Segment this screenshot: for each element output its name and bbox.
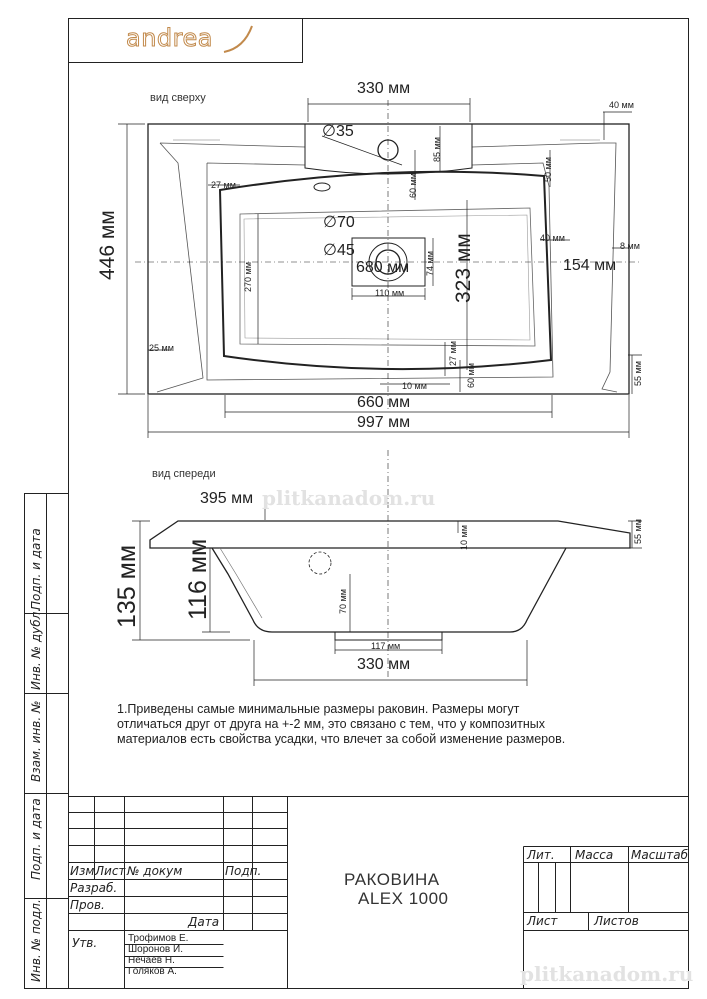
dim-label-d45: ∅45 <box>323 242 355 259</box>
top-view-label: вид сверху <box>150 92 206 104</box>
dim-label-27-left: 27 мм <box>211 180 236 190</box>
dim-label-50: 50 мм <box>543 157 553 182</box>
name-row: Трофимов Е. <box>128 933 189 944</box>
dim-446 <box>118 124 145 394</box>
stamp-inv-dubl: Инв. № дубл. <box>29 607 43 690</box>
dim-label-330-top: 330 мм <box>357 80 411 97</box>
dim-label-660: 660 мм <box>357 394 411 411</box>
drain-stub <box>335 632 442 640</box>
dim-label-116: 116 мм <box>184 538 212 620</box>
tb-lit: Лит. <box>527 848 555 862</box>
tb-razrab: Разраб. <box>70 881 118 895</box>
dim-40-top <box>603 112 632 140</box>
dim-label-323: 323 мм <box>452 233 475 303</box>
dim-label-270: 270 мм <box>243 262 253 292</box>
tb-podp: Подп. <box>225 864 262 878</box>
tb-utv: Утв. <box>72 936 98 950</box>
dim-label-117: 117 мм <box>371 641 401 651</box>
dim-label-10-front: 10 мм <box>459 525 469 550</box>
dim-330-top <box>308 98 470 122</box>
dim-label-60-top: 60 мм <box>408 173 418 198</box>
tb-list: Лист <box>95 864 126 878</box>
tb-sheet: Лист <box>527 914 558 928</box>
note-line: отличаться друг от друга на +-2 мм, это связано с тем, что у композитных <box>117 717 545 731</box>
dim-label-85: 85 мм <box>432 137 442 162</box>
tb-izm: Изм <box>70 864 95 878</box>
tb-title-line1: РАКОВИНА <box>344 870 440 889</box>
watermark-center: plitkanadom.ru <box>262 486 436 510</box>
tb-masshtab: Масштаб <box>631 848 689 862</box>
name-row: Голяков А. <box>128 966 177 977</box>
overflow-dashed <box>309 552 331 574</box>
stamp-vzam-inv: Взам. инв. № <box>29 700 43 782</box>
note-line: материалов есть свойства усадки, что влечет за собой изменение размеров. <box>117 732 566 746</box>
dim-label-680: 680 мм <box>356 259 410 276</box>
dim-label-55-front: 55 мм <box>633 519 643 544</box>
tb-data: Дата <box>188 915 220 929</box>
dim-label-25: 25 мм <box>149 343 174 353</box>
dim-label-d70: ∅70 <box>323 214 355 231</box>
bowl-inner <box>240 208 535 346</box>
logo-swoosh <box>222 22 262 56</box>
dim-label-135: 135 мм <box>113 544 141 628</box>
dim-label-8: 8 мм <box>620 241 640 251</box>
dim-label-74: 74 мм <box>425 251 435 276</box>
dim-label-997: 997 мм <box>357 414 411 431</box>
bowl-inner2 <box>244 215 530 340</box>
note-line: 1.Приведены самые минимальные размеры раковин. Размеры могут <box>117 702 520 716</box>
name-row: Шоронов И. <box>128 944 183 955</box>
dim-label-330-front: 330 мм <box>357 656 411 673</box>
tb-title-line2: ALEX 1000 <box>358 889 449 908</box>
dim-label-27-bottom: 27 мм <box>448 341 458 366</box>
stamp-podp-data-lower: Подп. и дата <box>29 798 43 880</box>
tb-doc: № докум <box>127 864 183 878</box>
dim-label-110: 110 мм <box>375 288 405 298</box>
stamp-podp-data-upper: Подп. и дата <box>29 528 43 610</box>
front-view-label: вид спереди <box>152 468 216 480</box>
dim-label-40-right: 40 мм <box>540 233 565 243</box>
bowl-profile <box>212 548 566 632</box>
overflow-slot <box>314 183 330 191</box>
watermark-corner: plitkanadom.ru <box>520 962 694 986</box>
bowl-inner-profile <box>220 548 262 618</box>
tb-sheets: Листов <box>594 914 639 928</box>
dim-label-70-front: 70 мм <box>338 589 348 614</box>
dim-label-154: 154 мм <box>563 257 617 274</box>
dim-label-446: 446 мм <box>96 210 119 280</box>
dim-label-d35: ∅35 <box>322 123 354 140</box>
andrea-logo: andrea <box>126 24 213 52</box>
stamp-inv-podl: Инв. № подл. <box>29 899 43 982</box>
dim-label-10: 10 мм <box>402 381 427 391</box>
dim-label-395: 395 мм <box>200 490 254 507</box>
tb-massa: Масса <box>575 848 614 862</box>
dim-label-60-bottom: 60 мм <box>466 363 476 388</box>
deck-profile <box>150 521 630 548</box>
tb-names <box>128 934 188 978</box>
dim-label-55-top: 55 мм <box>633 361 643 386</box>
name-row: Нечаев Н. <box>128 955 175 966</box>
size-note <box>117 702 637 747</box>
tb-prov: Пров. <box>70 898 105 912</box>
dim-label-40-top: 40 мм <box>609 100 634 110</box>
